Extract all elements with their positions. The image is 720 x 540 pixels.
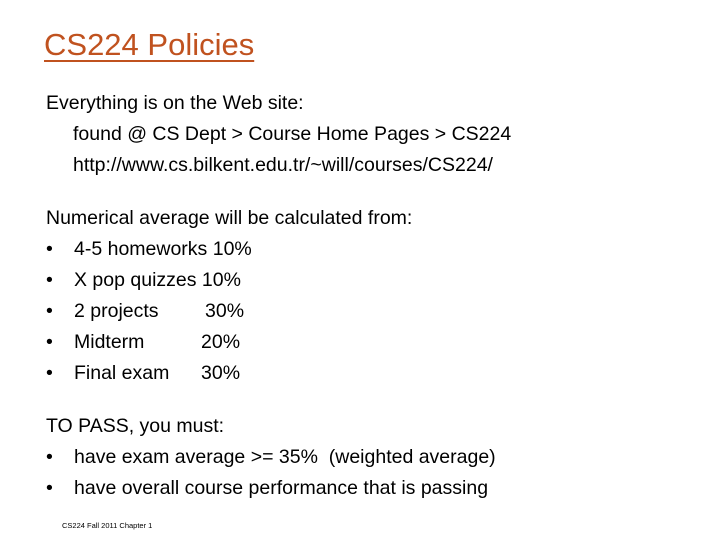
website-path: found @ CS Dept > Course Home Pages > CS224 xyxy=(73,123,512,145)
passing-item-text: have overall course performance that is passing xyxy=(74,477,489,499)
bullet-icon: • xyxy=(46,238,53,260)
slide-footer: CS224 Fall 2011 Chapter 1 xyxy=(62,521,153,530)
grading-item xyxy=(46,358,706,389)
passing-item-text: have exam average >= 35% (weighted average) xyxy=(74,446,496,468)
passing-item xyxy=(46,442,706,473)
bullet-icon: • xyxy=(46,446,53,468)
bullet-icon: • xyxy=(46,269,53,291)
grading-intro: Numerical average will be calculated from: xyxy=(46,207,413,229)
passing-item xyxy=(46,473,706,504)
grading-item-value: 30% xyxy=(205,300,245,322)
grading-item-label: 4-5 homeworks 10% xyxy=(74,238,252,260)
grading-item-value: 30% xyxy=(201,362,241,384)
grading-item-label: Midterm xyxy=(74,331,145,353)
bullet-icon: • xyxy=(46,331,53,353)
grading-item-label: Final exam xyxy=(74,362,170,384)
grading-item xyxy=(46,327,706,358)
grading-item xyxy=(46,265,706,296)
website-url: http://www.cs.bilkent.edu.tr/~will/courses/CS224/ xyxy=(73,154,493,176)
spacer xyxy=(46,389,706,411)
website-intro: Everything is on the Web site: xyxy=(46,92,304,114)
slide-body xyxy=(46,88,706,504)
bullet-icon: • xyxy=(46,477,53,499)
bullet-icon: • xyxy=(46,362,53,384)
grading-item-label: X pop quizzes 10% xyxy=(74,269,241,291)
spacer xyxy=(46,181,706,203)
passing-intro: TO PASS, you must: xyxy=(46,415,225,437)
slide-title: CS224 Policies xyxy=(44,27,255,62)
bullet-icon: • xyxy=(46,300,53,322)
grading-item-label: 2 projects xyxy=(74,300,159,322)
grading-item-value: 20% xyxy=(201,331,241,353)
grading-item xyxy=(46,234,706,265)
grading-item xyxy=(46,296,706,327)
